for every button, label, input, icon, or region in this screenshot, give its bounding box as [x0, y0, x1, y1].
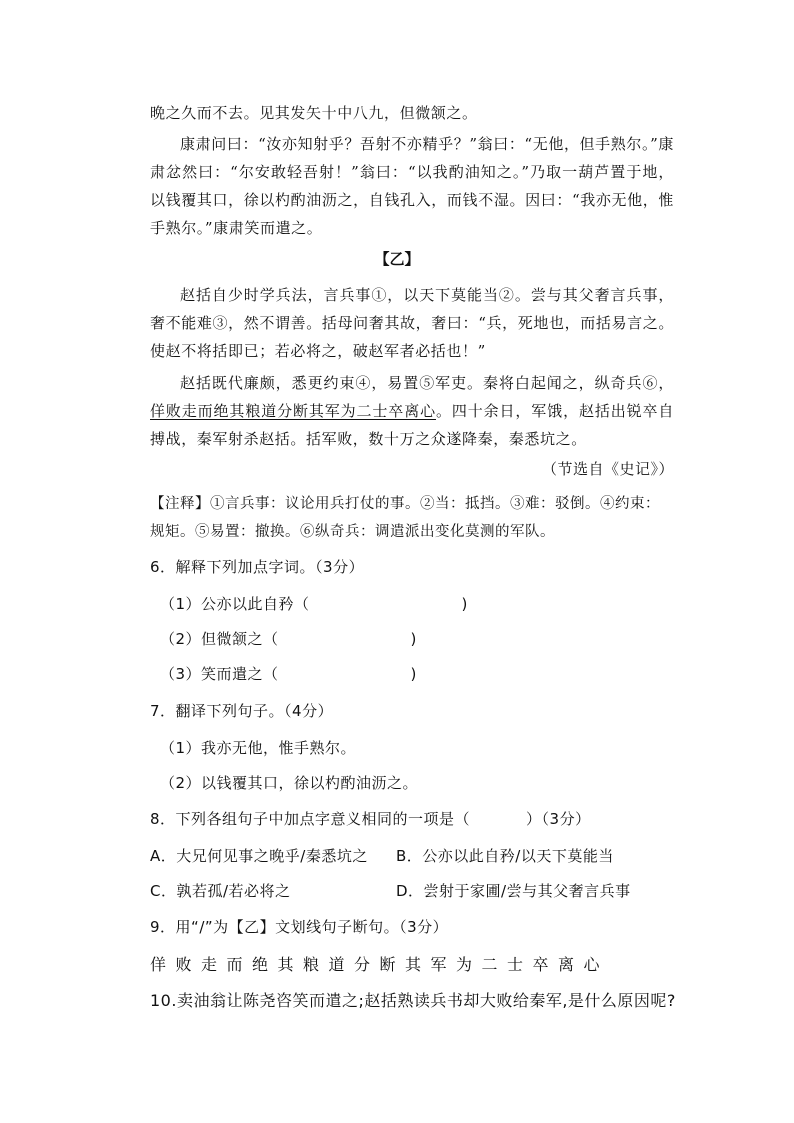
source-citation: （节选自《史记》）	[541, 460, 674, 478]
item-text: （3）笑而遣之（	[160, 665, 279, 683]
stem-score: ）（3分）	[526, 810, 591, 828]
passage-a-line1: 晩之久而不去。见其发矢十中八九，但微颔之。	[150, 104, 478, 122]
stem-text: 8．下列各组句子中加点字意义相同的一项是（	[150, 810, 471, 828]
question-6-item-3	[160, 663, 417, 684]
question-9-sentence: 佯败走而绝其粮道分断其军为二士卒离心	[150, 955, 610, 974]
passage-b-paragraph1: 赵括自少时学兵法，言兵事①，以天下莫能当②。尝与其父奢言兵事，奢不能难③，然不谓善。括母问奢其故，奢曰：“兵，死地也，而括易言之。使赵不将括即已；若必将之，破赵军者必括也！”	[150, 286, 674, 360]
close-paren: )	[410, 665, 417, 683]
passage-b-heading: 【乙】	[374, 250, 420, 268]
question-9-stem: 9．用“/”为【乙】文划线句子断句。（3分）	[150, 918, 449, 936]
item-text: （2）但微颔之（	[160, 630, 279, 648]
close-paren: )	[461, 595, 468, 613]
close-paren: )	[410, 630, 417, 648]
question-10-stem: 10.卖油翁让陈尧咨笑而遣之;赵括熟读兵书却大败给秦军,是什么原因呢?	[150, 991, 676, 1010]
question-7-item-1: （1）我亦无他，惟手熟尔。	[160, 739, 357, 757]
option-a: A．大兄何见事之晚乎/秦悉坑之	[150, 847, 368, 865]
option-c: C．孰若孤/若必将之	[150, 882, 291, 900]
question-7-stem: 7．翻译下列句子。（4分）	[150, 702, 334, 720]
option-b: B．公亦以此自矜/以天下莫能当	[396, 847, 614, 865]
passage-a-paragraph: 康肃问曰：“汝亦知射乎？吾射不亦精乎？”翁曰：“无他，但手熟尔。”康肃忿然曰：“尔安敢轻吾射！”翁曰：“以我酌油知之。”乃取一葫芦置于地，以钱覆其口，徐以杓酌油沥之，自钱孔入，而钱不湿。因曰：“我亦无他，惟手熟尔。”康肃笑而遣之。	[150, 135, 674, 237]
paragraph2-text-after: 。四十余日，军饿，赵括出锐卒自搏战，秦军射杀赵括。括军败，数十万之众遂降秦，秦悉坑之。	[150, 402, 674, 448]
question-8-stem	[150, 808, 591, 829]
underlined-sentence: 佯败走而绝其粮道分断其军为二士卒离心	[150, 402, 436, 420]
question-6-stem: 6．解释下列加点字词。（3分）	[150, 558, 365, 576]
paragraph2-text-before: 赵括既代廉颇，悉更约束④，易置⑤军吏。秦将白起闻之，纵奇兵⑥，	[180, 374, 674, 392]
passage-b-paragraph2	[150, 369, 674, 453]
question-7-item-2: （2）以钱覆其口，徐以杓酌油沥之。	[160, 774, 419, 792]
annotation-notes: 【注释】①言兵事：议论用兵打仗的事。②当：抵挡。③难：驳倒。④约束：规矩。⑤易置：撤换。⑥纵奇兵：调遣派出变化莫测的军队。	[150, 496, 660, 540]
item-text: （1）公亦以此自矜（	[160, 595, 310, 613]
question-6-item-1	[160, 593, 468, 614]
option-d: D．尝射于家圃/尝与其父奢言兵事	[396, 882, 631, 900]
question-6-item-2	[160, 628, 417, 649]
